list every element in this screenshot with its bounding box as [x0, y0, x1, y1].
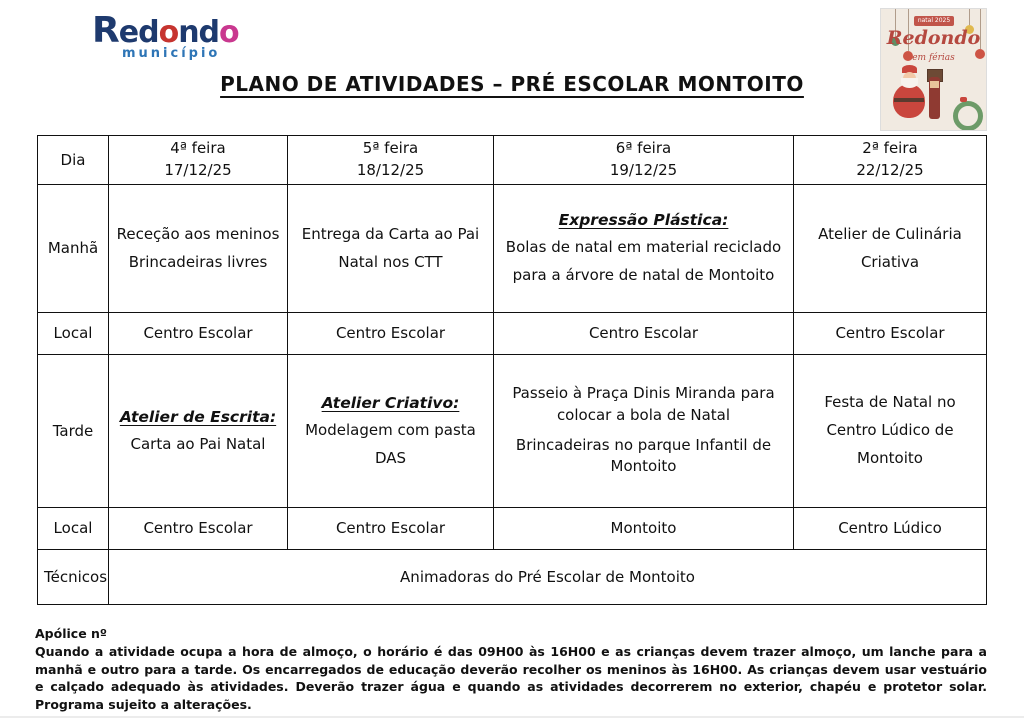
location-cell: Centro Escolar	[494, 312, 794, 354]
logo-wordmark	[92, 10, 252, 51]
activity-cell	[109, 354, 288, 507]
activity-heading: Atelier de Escrita:	[119, 407, 277, 426]
christmas-poster	[880, 8, 987, 131]
activities-table	[37, 135, 987, 605]
morning-row	[38, 184, 987, 312]
activity-line: Modelagem com pasta	[305, 420, 476, 439]
afternoon-row	[38, 354, 987, 507]
weekday: 6ª feira	[615, 139, 672, 157]
table-header-row	[38, 136, 987, 185]
activity-cell	[109, 184, 288, 312]
technicians-row	[38, 549, 987, 604]
activity-cell	[494, 354, 794, 507]
policy-number-label: Apólice nº	[35, 626, 107, 641]
date: 17/12/25	[164, 160, 232, 179]
activity-line: Entrega da Carta ao Pai	[301, 224, 480, 243]
row-label-location: Local	[38, 507, 109, 549]
footer-note-paragraph: Quando a atividade ocupa a hora de almoço, o horário é das 09H00 às 16H00 e as crianças devem trazer almoço, um lanche para a manhã e outro para a tarde. Os encarregados de educação deverão recolher os meninos às 16H00. As crianças devem usar vestuário e calçado adequado às atividades. Deverão trazer água e quando as atividades decorrerem no exterior, chapéu e protetor solar. Programa sujeito a alterações.	[35, 644, 987, 712]
location-cell: Centro Lúdico	[794, 507, 987, 549]
cherry-o-icon: o	[158, 15, 179, 50]
row-label-location: Local	[38, 312, 109, 354]
activity-line: Natal nos CTT	[338, 252, 443, 271]
activity-line: Atelier de Culinária	[818, 224, 962, 243]
row-label-technicians: Técnicos	[38, 549, 109, 604]
day-header	[494, 136, 794, 185]
activity-line: Criativa	[860, 252, 920, 271]
activity-line: para a árvore de natal de Montoito	[512, 266, 775, 284]
wreath-bow-icon	[960, 97, 967, 102]
logo-subtitle: município	[122, 46, 221, 61]
page-bottom-divider	[0, 716, 1024, 718]
page-title: PLANO DE ATIVIDADES – PRÉ ESCOLAR MONTOITO	[220, 72, 804, 96]
location-row-morning	[38, 312, 987, 354]
weekday: 5ª feira	[362, 139, 419, 157]
poster-title: Redondo	[886, 27, 981, 49]
logo-letter: ed	[118, 15, 159, 50]
activity-heading: Expressão Plástica:	[558, 211, 729, 230]
activity-line: Bolas de natal em material reciclado	[505, 238, 782, 257]
activity-line: Festa de Natal no	[824, 393, 956, 412]
weekday: 2ª feira	[862, 139, 918, 157]
logo-letter: nd	[178, 15, 220, 50]
day-header	[288, 136, 494, 185]
date: 22/12/25	[856, 160, 924, 179]
redondo-municipality-logo	[92, 10, 252, 74]
activity-cell	[288, 184, 494, 312]
santa-beard-icon	[901, 78, 918, 88]
activity-cell	[794, 354, 987, 507]
technicians-cell: Animadoras do Pré Escolar de Montoito	[109, 549, 987, 604]
weekday: 4ª feira	[170, 139, 226, 157]
location-cell: Centro Escolar	[109, 507, 288, 549]
activity-line: Montoito	[857, 448, 923, 467]
activity-heading: Atelier Criativo:	[321, 393, 460, 412]
activity-line: Brincadeiras livres	[128, 252, 268, 271]
activity-line: DAS	[374, 448, 407, 467]
wreath-icon	[953, 101, 983, 131]
location-cell: Centro Escolar	[288, 312, 494, 354]
location-row-afternoon	[38, 507, 987, 549]
activity-line: Passeio à Praça Dinis Miranda para colocar a bola de Natal	[512, 384, 775, 424]
location-cell: Centro Escolar	[109, 312, 288, 354]
activity-line: Brincadeiras no parque Infantil de Montoito	[515, 435, 772, 476]
row-label-morning: Manhã	[38, 184, 109, 312]
row-label-afternoon: Tarde	[38, 354, 109, 507]
activity-cell	[494, 184, 794, 312]
date: 19/12/25	[609, 160, 678, 179]
day-header	[109, 136, 288, 185]
poster-subtitle: em férias	[912, 53, 955, 63]
day-header	[794, 136, 987, 185]
location-cell: Centro Escolar	[288, 507, 494, 549]
activity-line: Carta ao Pai Natal	[130, 434, 266, 453]
activity-cell	[288, 354, 494, 507]
poster-badge: natal 2025	[914, 16, 954, 26]
santa-belt-icon	[894, 98, 924, 102]
location-cell: Centro Escolar	[794, 312, 987, 354]
ornament-string	[969, 9, 970, 25]
corner-header: Dia	[38, 136, 109, 185]
nutcracker-face-icon	[930, 81, 939, 88]
logo-letter: R	[92, 10, 119, 51]
activity-cell	[794, 184, 987, 312]
footer-notes	[35, 626, 987, 713]
activity-line: Centro Lúdico de	[826, 421, 954, 440]
activity-line: Receção aos meninos	[116, 224, 280, 243]
location-cell: Montoito	[494, 507, 794, 549]
date: 18/12/25	[356, 160, 425, 179]
flower-o-icon: o	[219, 15, 239, 50]
